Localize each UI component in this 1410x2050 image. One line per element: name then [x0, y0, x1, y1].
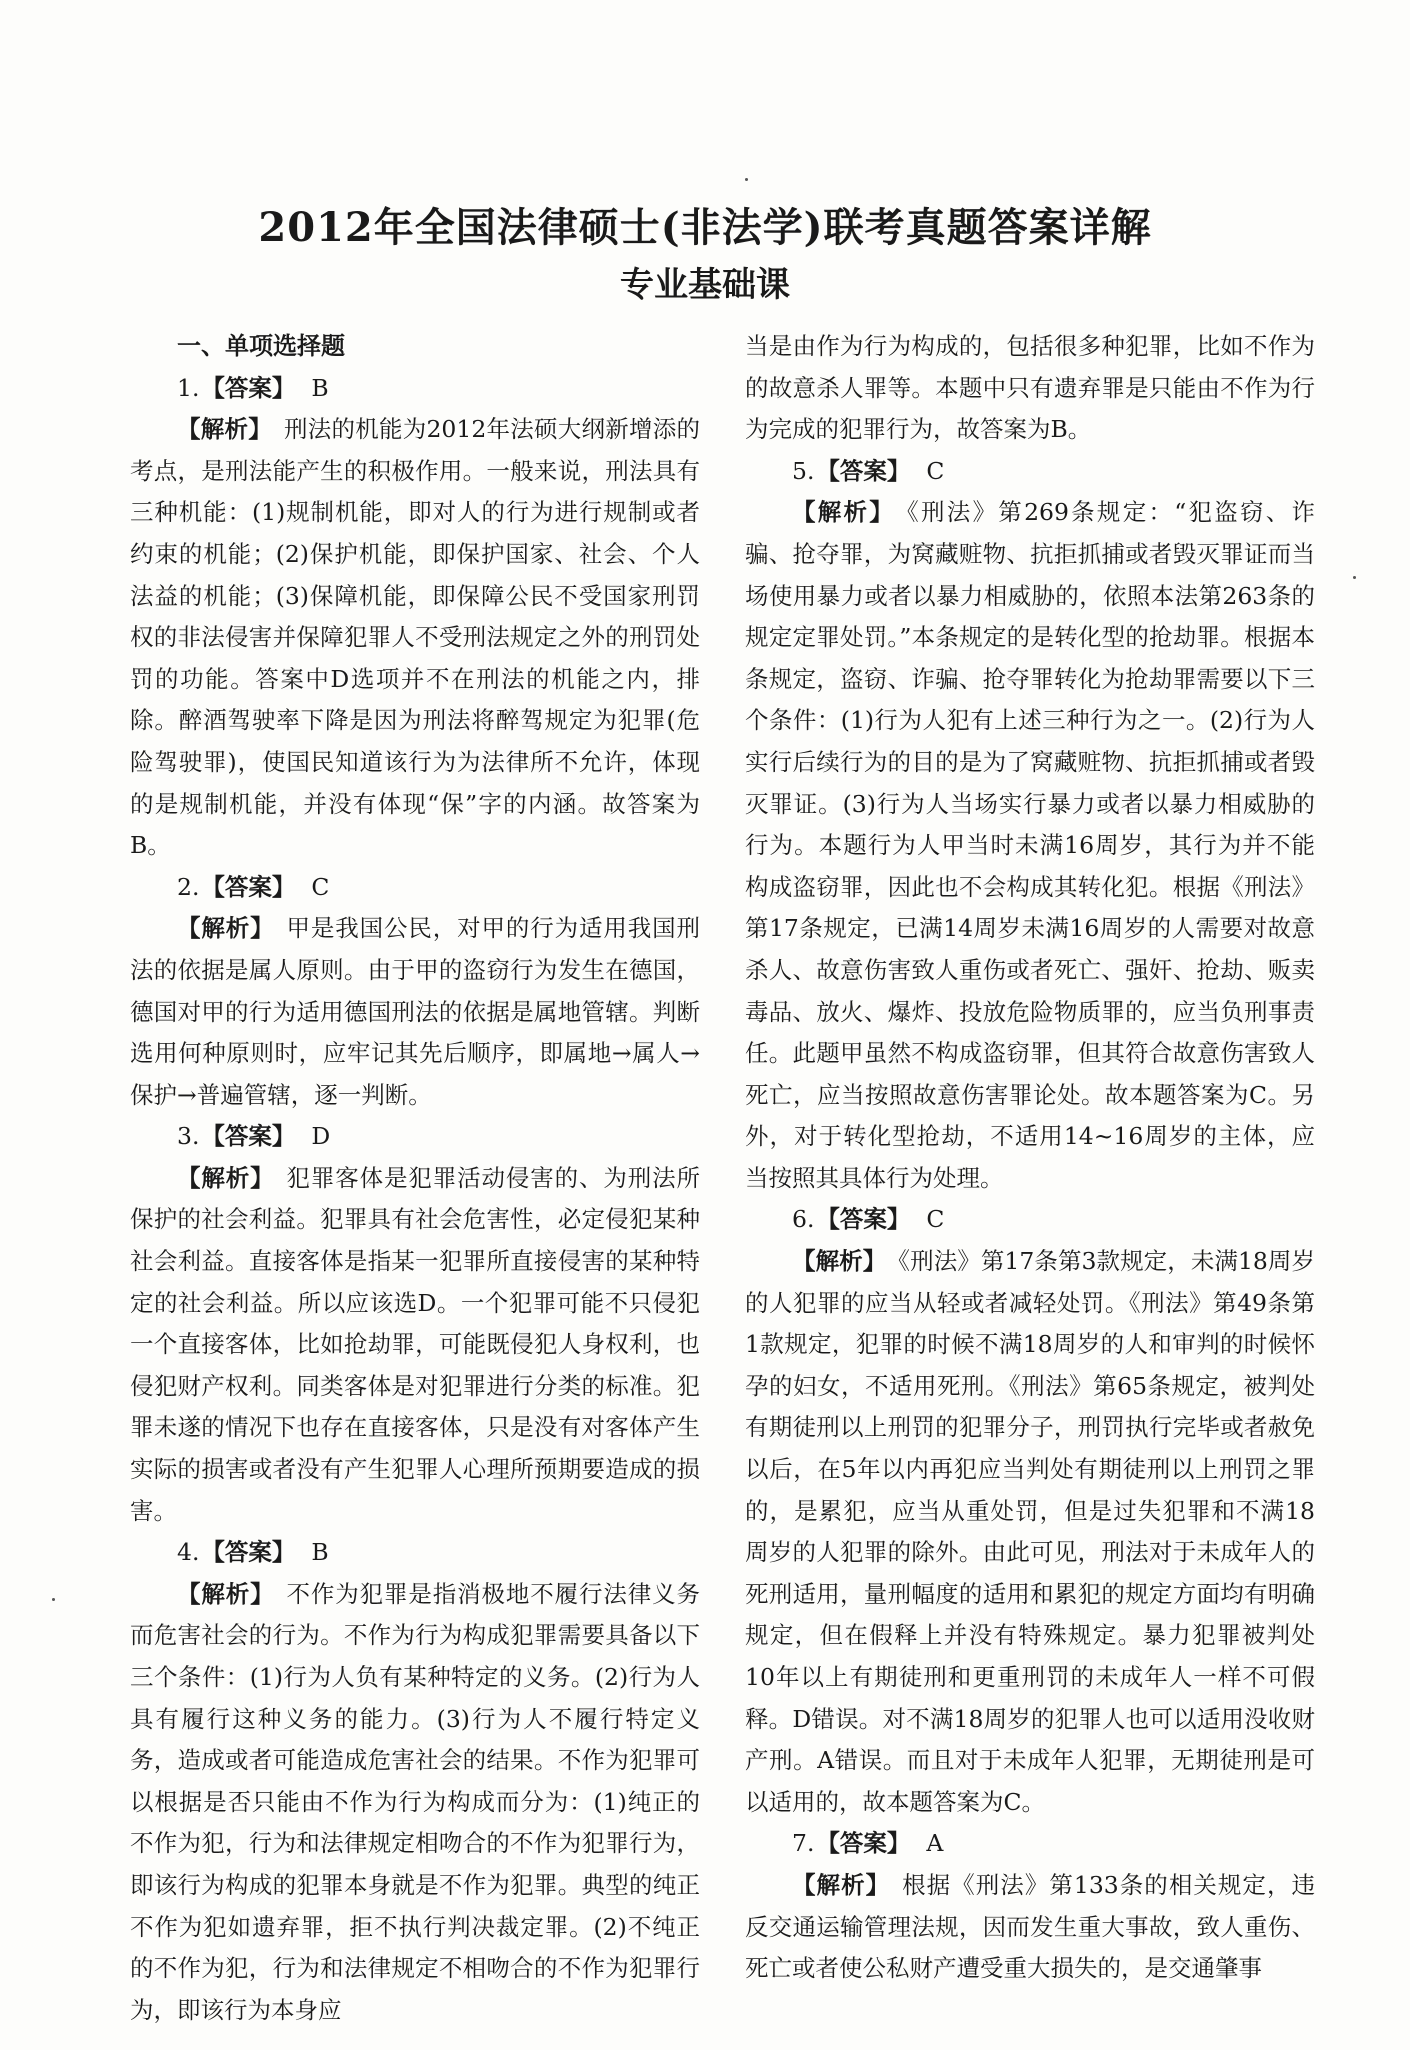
answer-value: D	[311, 1122, 331, 1151]
answer-value: C	[926, 456, 945, 485]
analysis-paragraph	[130, 409, 700, 867]
answer-value: A	[926, 1829, 944, 1858]
analysis-tag: 【解析】	[177, 1579, 275, 1608]
answer-tag: 【答案】	[201, 1538, 296, 1567]
answer-tag: 【答案】	[201, 373, 296, 402]
answer-tag: 【答案】	[816, 456, 911, 485]
page-subtitle: 专业基础课	[620, 265, 790, 305]
answer-line	[745, 451, 1315, 493]
analysis-text: 根据《刑法》第133条的相关规定，违反交通运输管理法规，因而发生重大事故，致人重伤、死亡或者使公私财产遭受重大损失的，是交通肇事	[745, 1870, 1316, 1983]
question-number: 6.	[792, 1205, 815, 1234]
analysis-paragraph	[745, 1241, 1315, 1823]
analysis-text: 犯罪客体是犯罪活动侵害的、为刑法所保护的社会利益。犯罪具有社会危害性，必定侵犯某种社会利益。直接客体是指某一犯罪所直接侵害的某种特定的社会利益。所以应该选D。一个犯罪可能不只侵犯一个直接客体，比如抢劫罪，可能既侵犯人身权利，也侵犯财产权利。同类客体是对犯罪进行分类的标准。犯罪未遂的情况下也存在直接客体，只是没有对客体产生实际的损害或者没有产生犯罪人心理所预期要造成的损害。	[130, 1163, 700, 1525]
analysis-paragraph	[130, 908, 700, 1116]
answer-line	[745, 1199, 1315, 1241]
answer-line	[130, 867, 700, 909]
analysis-paragraph	[130, 1158, 700, 1532]
answer-line	[745, 1823, 1315, 1865]
answer-value: B	[311, 1538, 329, 1567]
answer-tag: 【答案】	[201, 872, 296, 901]
scan-speck	[52, 1598, 55, 1601]
analysis-tag: 【解析】	[177, 914, 275, 943]
answer-line	[130, 1532, 700, 1574]
analysis-paragraph	[745, 492, 1315, 1199]
question-number: 7.	[792, 1829, 815, 1858]
question-number: 1.	[177, 373, 200, 402]
answer-value: B	[311, 373, 329, 402]
analysis-text: 不作为犯罪是指消极地不履行法律义务而危害社会的行为。不作为行为构成犯罪需要具备以下三个条件：(1)行为人负有某种特定的义务。(2)行为人具有履行这种义务的能力。(3)行为人不履行特定义务，造成或者可能造成危害社会的结果。不作为犯罪可以根据是否只能由不作为行为构成而分为：(1)纯正的不作为犯，行为和法律规定相吻合的不作为犯罪行为，即该行为构成的犯罪本身就是不作为犯罪。典型的纯正不作为犯如遗弃罪，拒不执行判决裁定罪。(2)不纯正的不作为犯，行为和法律规定不相吻合的不作为犯罪行为，即该行为本身应	[130, 1579, 700, 2024]
analysis-text: 《刑法》第269条规定：“犯盗窃、诈骗、抢夺罪，为窝藏赃物、抗拒抓捕或者毁灭罪证而当场使用暴力或者以暴力相威胁的，依照本法第263条的规定定罪处罚。”本条规定的是转化型的抢劫罪。根据本条规定，盗窃、诈骗、抢夺罪转化为抢劫罪需要以下三个条件：(1)行为人犯有上述三种行为之一。(2)行为人实行后续行为的目的是为了窝藏赃物、抗拒抓捕或者毁灭罪证。(3)行为人当场实行暴力或者以暴力相威胁的行为。本题行为人甲当时未满16周岁，其行为并不能构成盗窃罪，因此也不会构成其转化犯。根据《刑法》第17条规定，已满14周岁未满16周岁的人需要对故意杀人、故意伤害致人重伤或者死亡、强奸、抢劫、贩卖毒品、放火、爆炸、投放危险物质罪的，应当负刑事责任。此题甲虽然不构成盗窃罪，但其符合故意伤害致人死亡，应当按照故意伤害罪论处。故本题答案为C。另外，对于转化型抢劫，不适用14~16周岁的主体，应当按照其具体行为处理。	[745, 498, 1315, 1192]
analysis-text: 《刑法》第17条第3款规定，未满18周岁的人犯罪的应当从轻或者减轻处罚。《刑法》第49条第1款规定，犯罪的时候不满18周岁的人和审判的时候怀孕的妇女，不适用死刑。《刑法》第65条规定，被判处有期徒刑以上刑罚的犯罪分子，刑罚执行完毕或者赦免以后，在5年以内再犯应当判处有期徒刑以上刑罚之罪的，是累犯，应当从重处罚，但是过失犯罪和不满18周岁的人犯罪的除外。由此可见，刑法对于未成年人的死刑适用，量刑幅度的适用和累犯的规定方面均有明确规定，但在假释上并没有特殊规定。暴力犯罪被判处10年以上有期徒刑和更重刑罚的未成年人一样不可假释。D错误。对不满18周岁的犯罪人也可以适用没收财产刑。A错误。而且对于未成年人犯罪，无期徒刑是可以适用的，故本题答案为C。	[745, 1247, 1316, 1816]
analysis-paragraph	[745, 1865, 1315, 1990]
answer-line	[130, 368, 700, 410]
question-number: 3.	[177, 1122, 200, 1151]
question-number: 2.	[177, 872, 200, 901]
section-heading: 一、单项选择题	[177, 332, 345, 360]
answer-tag: 【答案】	[816, 1829, 911, 1858]
continued-paragraph: 当是由作为行为构成的，包括很多种犯罪，比如不作为的故意杀人罪等。本题中只有遗弃罪是只能由不作为行为完成的犯罪行为，故答案为B。	[745, 332, 1315, 444]
analysis-tag: 【解析】	[177, 1163, 275, 1192]
answer-tag: 【答案】	[201, 1122, 296, 1151]
analysis-text: 甲是我国公民，对甲的行为适用我国刑法的依据是属人原则。由于甲的盗窃行为发生在德国，德国对甲的行为适用德国刑法的依据是属地管辖。判断选用何种原则时，应牢记其先后顺序，即属地→属人→保护→普遍管辖，逐一判断。	[130, 914, 700, 1109]
page-title: 2012年全国法律硕士(非法学)联考真题答案详解	[258, 204, 1152, 251]
analysis-paragraph	[130, 1574, 700, 2032]
answer-value: C	[311, 872, 330, 901]
right-column	[745, 326, 1315, 1990]
analysis-tag: 【解析】	[792, 1247, 887, 1276]
answer-tag: 【答案】	[816, 1205, 911, 1234]
answer-line	[130, 1116, 700, 1158]
question-number: 5.	[792, 456, 815, 485]
scan-speck	[1353, 576, 1356, 579]
scan-speck	[745, 178, 748, 181]
answer-value: C	[926, 1205, 945, 1234]
question-number: 4.	[177, 1538, 200, 1567]
left-column	[130, 326, 700, 2031]
analysis-tag: 【解析】	[792, 1870, 891, 1899]
analysis-tag: 【解析】	[792, 498, 896, 527]
analysis-text: 刑法的机能为2012年法硕大纲新增添的考点，是刑法能产生的积极作用。一般来说，刑法具有三种机能：(1)规制机能，即对人的行为进行规制或者约束的机能；(2)保护机能，即保护国家、社会、个人法益的机能；(3)保障机能，即保障公民不受国家刑罚权的非法侵害并保障犯罪人不受刑法规定之外的刑罚处罚的功能。答案中D选项并不在刑法的机能之内，排除。醉酒驾驶率下降是因为刑法将醉驾规定为犯罪(危险驾驶罪)，使国民知道该行为为法律所不允许，体现的是规制机能，并没有体现“保”字的内涵。故答案为B。	[130, 415, 701, 860]
analysis-tag: 【解析】	[177, 415, 272, 444]
